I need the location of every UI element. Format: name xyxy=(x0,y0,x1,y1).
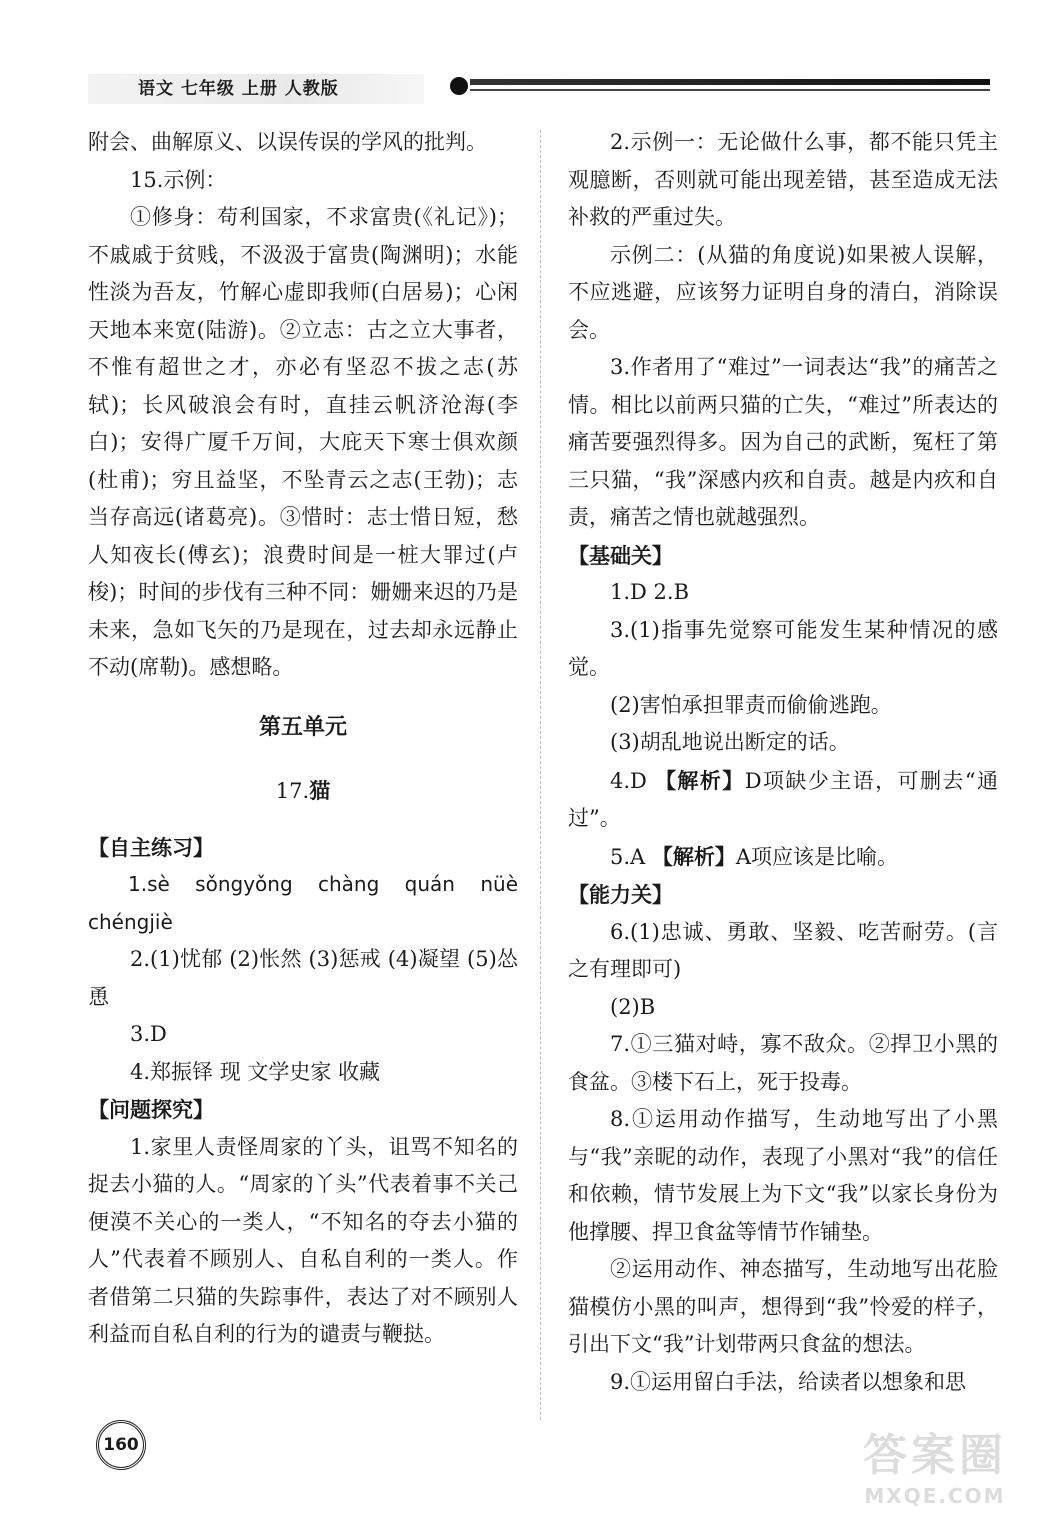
ability-answer-9: 9.①运用留白手法，给读者以想象和思 xyxy=(610,1369,967,1394)
watermark-logo-text: 答案圈 xyxy=(863,1430,1007,1481)
left-paragraph-3: ①修身：苟利国家，不求富贵(《礼记》)；不戚戚于贫贱，不汲汲于富贵(陶渊明)；水能性淡为吾友，竹解心虚即我师(白居易)；心闲天地本来宽(陆游)。②立志：古之立大事者，不惟有超世之才，亦必有坚忍不拔之志(苏轼)；长风破浪会有时，直挂云帆济沧海(李白)；安得广厦千万间，大庇天下寒士俱欢颜(杜甫)；穷且益坚，不坠青云之志(王勃)；志当存高远(诸葛亮)。③惜时：志士惜日短，愁人知夜长(傅玄)；浪费时间是一桩大罪过(卢梭)；时间的步伐有三种不同：姗姗来迟的乃是未来，急如飞矢的乃是现在，过去却永远静止不动(席勒)。感想略。 xyxy=(88,205,518,679)
lesson-title xyxy=(88,772,518,811)
header-label: 语文 七年级 上册 人教版 xyxy=(88,74,424,104)
inquiry-answer-2: 2.示例一：无论做什么事，都不能只凭主观臆断，否则就可能出现差错，甚至造成无法补救的严重过失。 xyxy=(568,130,998,229)
ability-answer-8-1: 8.①运用动作描写，生动地写出了小黑与“我”亲昵的动作，表现了小黑对“我”的信任和依赖，情节发展上为下文“我”以家长身份为他撑腰、捍卫食盆等情节作铺垫。 xyxy=(568,1107,998,1244)
answer-2: 2.(1)忧郁 (2)怅然 (3)惩戒 (4)凝望 (5)怂恿 xyxy=(88,947,518,1009)
answer-3: 3.D xyxy=(130,1022,167,1046)
basics-answer-5: 5.A 【解析】A项应该是比喻。 xyxy=(610,843,899,869)
watermark-site-text: MXQE.COM xyxy=(864,1484,1006,1508)
lesson-name: 猫 xyxy=(309,778,331,803)
section-heading-basics: 【基础关】 xyxy=(568,542,673,568)
page-number-badge: 160 xyxy=(96,1420,146,1470)
left-column xyxy=(88,124,518,1354)
header-rule-thin xyxy=(470,89,990,91)
left-paragraph-2: 15.示例： xyxy=(130,167,227,192)
basics-answer-3-2: (2)害怕承担罪责而偷偷逃跑。 xyxy=(610,692,892,717)
answer-4: 4.郑振铎 现 文学史家 收藏 xyxy=(130,1059,381,1084)
right-column xyxy=(568,124,998,1401)
left-paragraph-1: 附会、曲解原义、以误传误的学风的批判。 xyxy=(88,130,487,154)
basics-answer-1-2: 1.D 2.B xyxy=(610,580,690,604)
lesson-number: 17. xyxy=(275,779,310,803)
ability-answer-6-2: (2)B xyxy=(610,994,656,1019)
ability-answer-6-1: 6.(1)忠诚、勇敢、坚毅、吃苦耐劳。(言之有理即可) xyxy=(568,919,998,981)
ability-answer-7: 7.①三猫对峙，寡不敌众。②捍卫小黑的食盆。③楼下石上，死于投毒。 xyxy=(568,1032,998,1094)
unit-title: 第五单元 xyxy=(258,713,347,740)
header-rule xyxy=(470,79,990,85)
analysis-tag: 【解析】 xyxy=(651,843,736,869)
analysis-tag: 【解析】 xyxy=(654,767,745,793)
inquiry-answer-2b: 示例二：(从猫的角度说)如果被人误解，不应逃避，应该努力证明自身的清白，消除误会。 xyxy=(568,242,998,342)
section-heading-inquiry: 【问题探究】 xyxy=(88,1097,214,1122)
basics-answer-3-1: 3.(1)指事先觉察可能发生某种情况的感觉。 xyxy=(568,617,998,679)
inquiry-answer-3: 3.作者用了“难过”一词表达“我”的痛苦之情。相比以前两只猫的亡失，“难过”所表达的痛苦要强烈得多。因为自己的武断，冤枉了第三只猫，“我”深感内疚和自责。越是内疚和自责，痛苦之情也就越强烈。 xyxy=(568,355,998,529)
watermark-logo xyxy=(850,1428,1020,1518)
inquiry-answer-1: 1.家里人责怪周家的丫头，诅骂不知名的捉去小猫的人。“周家的丫头”代表着事不关己便漠不关心的一类人，“不知名的夺去小猫的人”代表着不顾别人、自私自利的一类人。作者借第二只猫的失踪事件，表达了对不顾别人利益而自私自利的行为的谴责与鞭挞。 xyxy=(88,1134,518,1346)
section-heading-self-practice: 【自主练习】 xyxy=(88,834,214,860)
ability-answer-8-2: ②运用动作、神态描写，生动地写出花脸猫模仿小黑的叫声，想得到“我”怜爱的样子，引出下文“我”计划带两只食盆的想法。 xyxy=(568,1257,998,1356)
section-heading-ability: 【能力关】 xyxy=(568,882,673,907)
basics-answer-4: 4.D 【解析】D项缺少主语，可删去“通过”。 xyxy=(568,767,998,830)
header-dot-icon xyxy=(450,77,468,95)
basics-answer-3-3: (3)胡乱地说出断定的话。 xyxy=(610,730,850,754)
answer-1-pinyin: 1.sè sǒngyǒng chàng quán nüè chéngjiè xyxy=(88,872,518,934)
column-divider xyxy=(540,130,541,1420)
